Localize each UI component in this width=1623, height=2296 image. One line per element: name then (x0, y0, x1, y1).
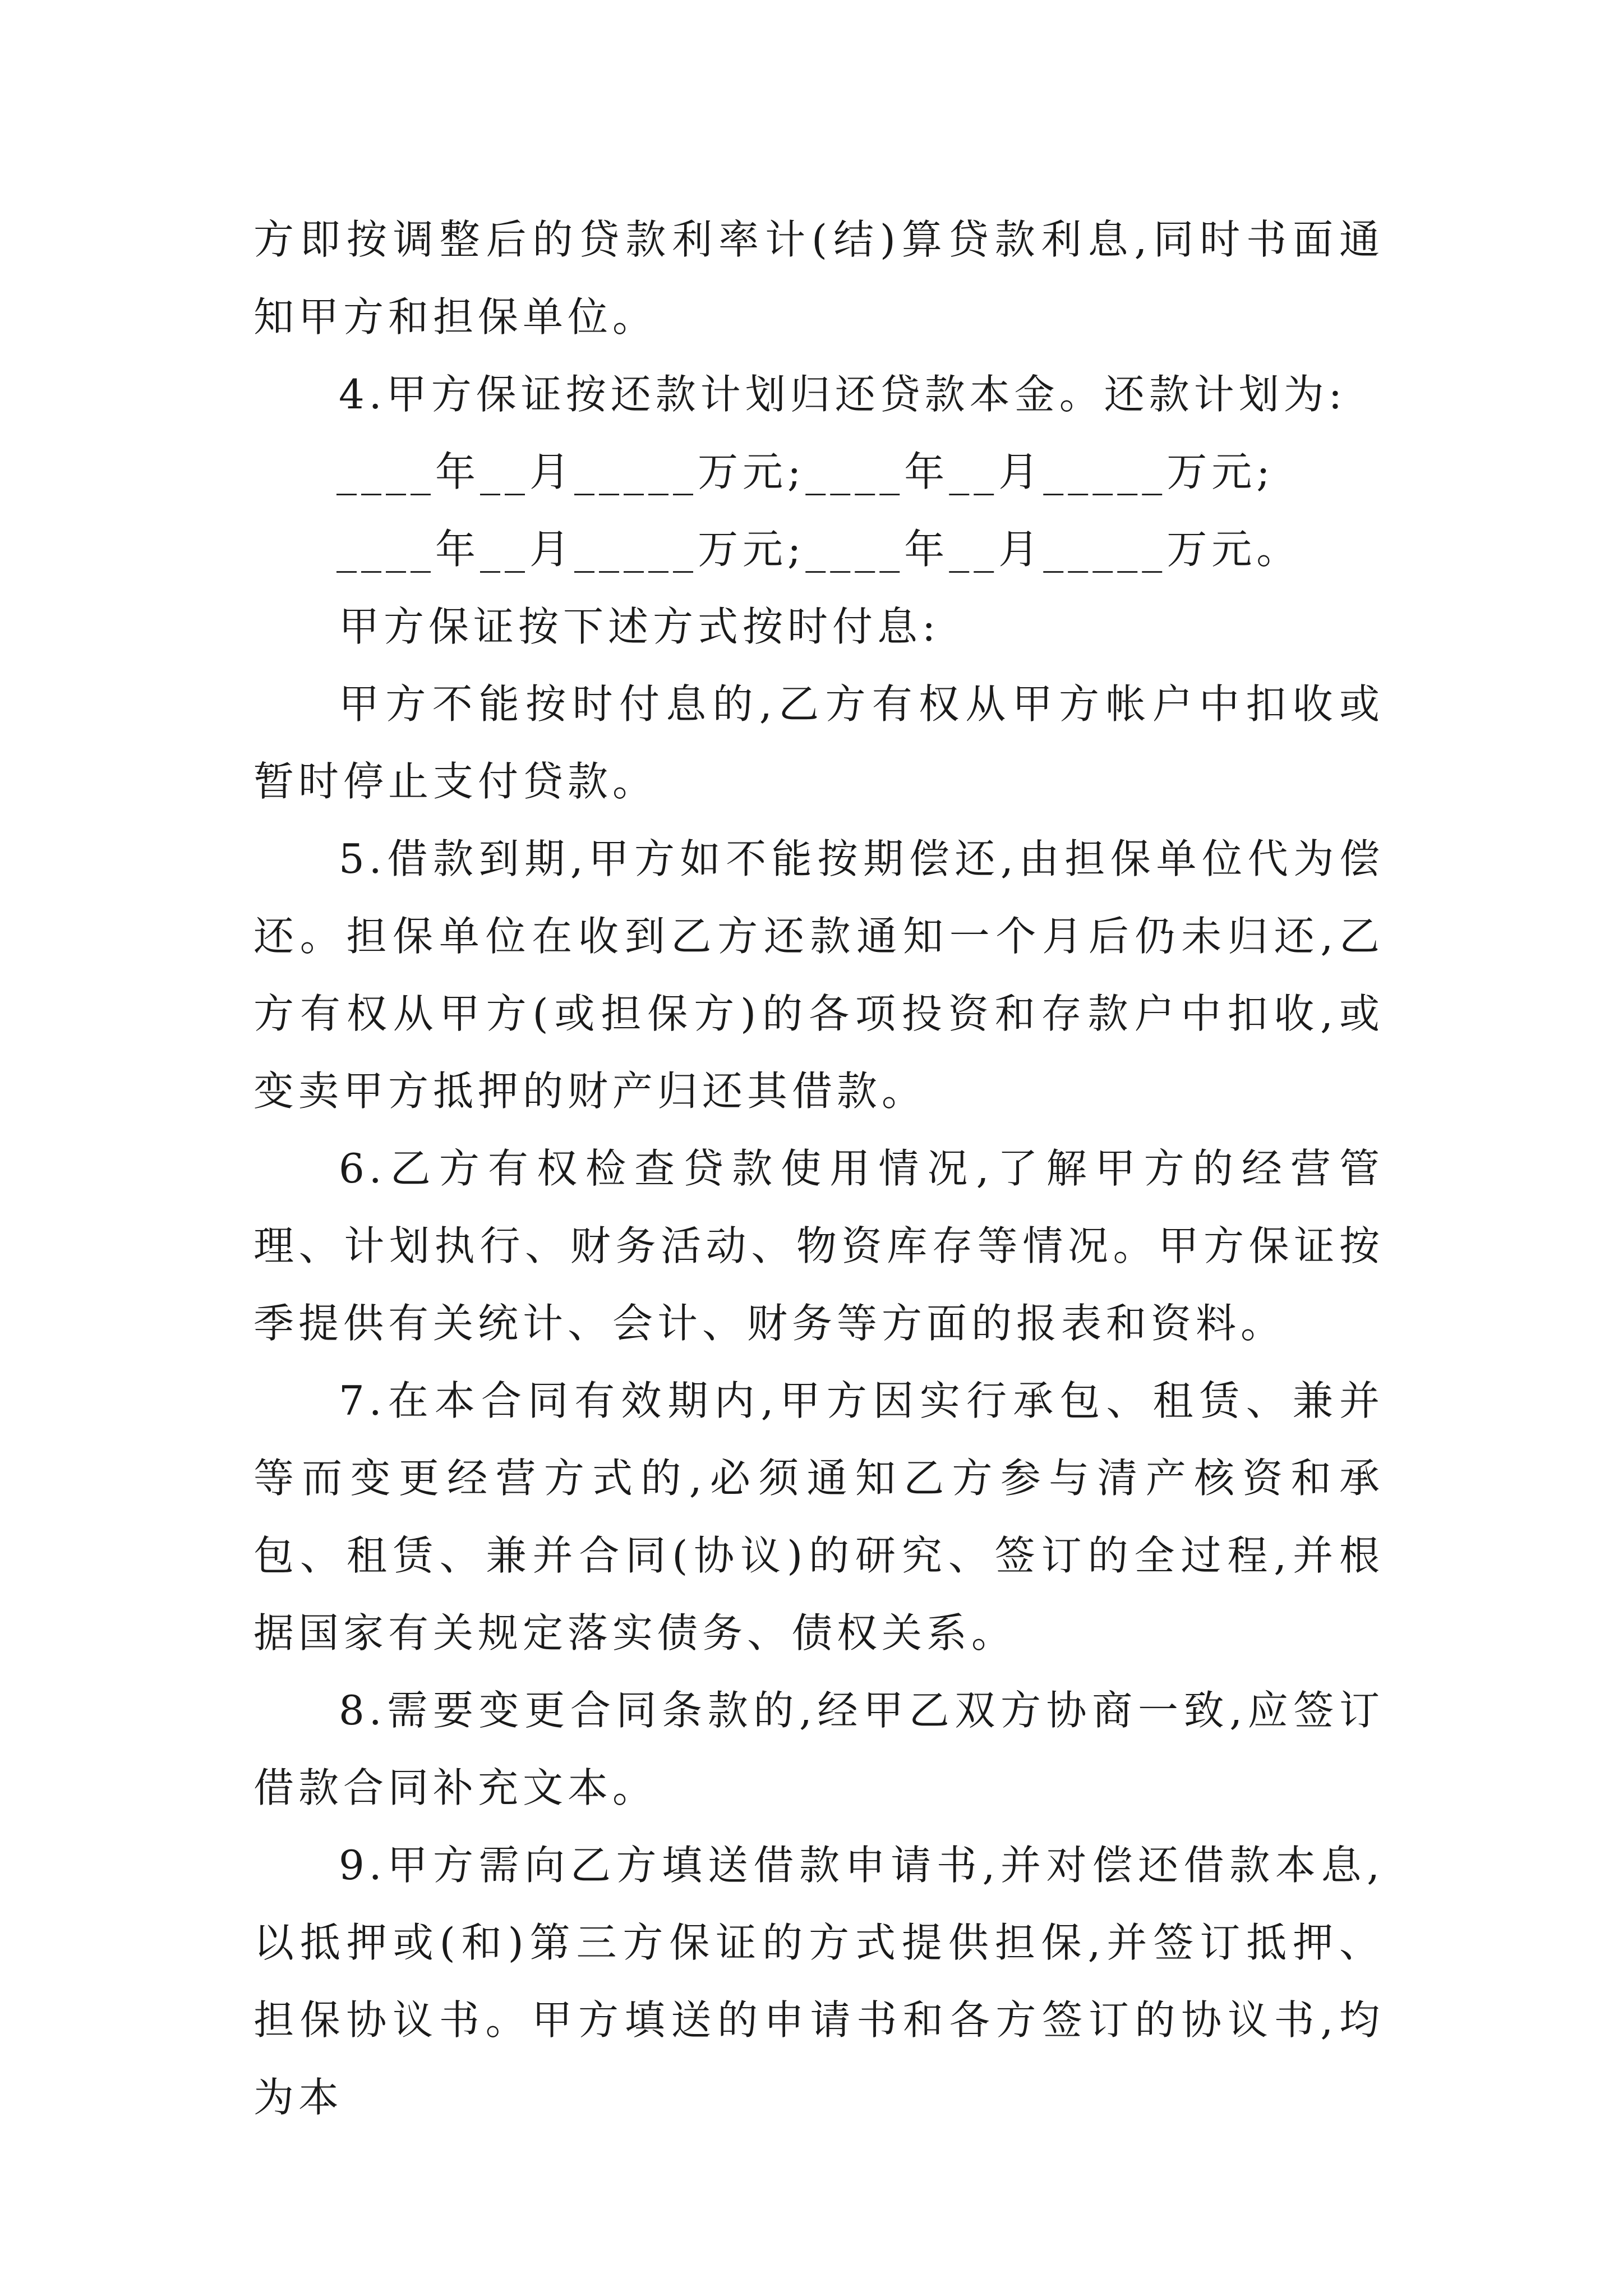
repayment-schedule-line-1: ____年__月_____万元;____年__月_____万元; (336, 448, 1275, 495)
repayment-schedule-line-2: ____年__月_____万元;____年__月_____万元。 (336, 526, 1302, 573)
document-body (253, 201, 1384, 2136)
paragraph-interest-continued: 方即按调整后的贷款利率计(结)算贷款利息,同时书面通知甲方和担保单位。 (253, 216, 1384, 341)
paragraph-clause-7: 7.在本合同有效期内,甲方因实行承包、租赁、兼并等而变更经营方式的,必须通知乙方参与清产核资和承包、租赁、兼并合同(协议)的研究、签订的全过程,并根据国家有关规定落实债务、债权关系。 (253, 1377, 1384, 1657)
paragraph-clause-5: 5.借款到期,甲方如不能按期偿还,由担保单位代为偿还。担保单位在收到乙方还款通知一个月后仍未归还,乙方有权从甲方(或担保方)的各项投资和存款户中扣收,或变卖甲方抵押的财产归还其借款。 (253, 835, 1384, 1115)
paragraph-clause-9: 9.甲方需向乙方填送借款申请书,并对偿还借款本息,以抵押或(和)第三方保证的方式提供担保,并签订抵押、担保协议书。甲方填送的申请书和各方签订的协议书,均为本 (253, 1842, 1384, 2121)
paragraph-late-interest: 甲方不能按时付息的,乙方有权从甲方帐户中扣收或暂时停止支付贷款。 (253, 680, 1384, 805)
paragraph-interest-method: 甲方保证按下述方式按时付息: (339, 603, 940, 650)
paragraph-clause-4: 4.甲方保证按还款计划归还贷款本金。还款计划为: (339, 371, 1347, 418)
paragraph-clause-8: 8.需要变更合同条款的,经甲乙双方协商一致,应签订借款合同补充文本。 (253, 1687, 1384, 1811)
paragraph-clause-6: 6.乙方有权检查贷款使用情况,了解甲方的经营管理、计划执行、财务活动、物资库存等情况。甲方保证按季提供有关统计、会计、财务等方面的报表和资料。 (253, 1145, 1384, 1347)
